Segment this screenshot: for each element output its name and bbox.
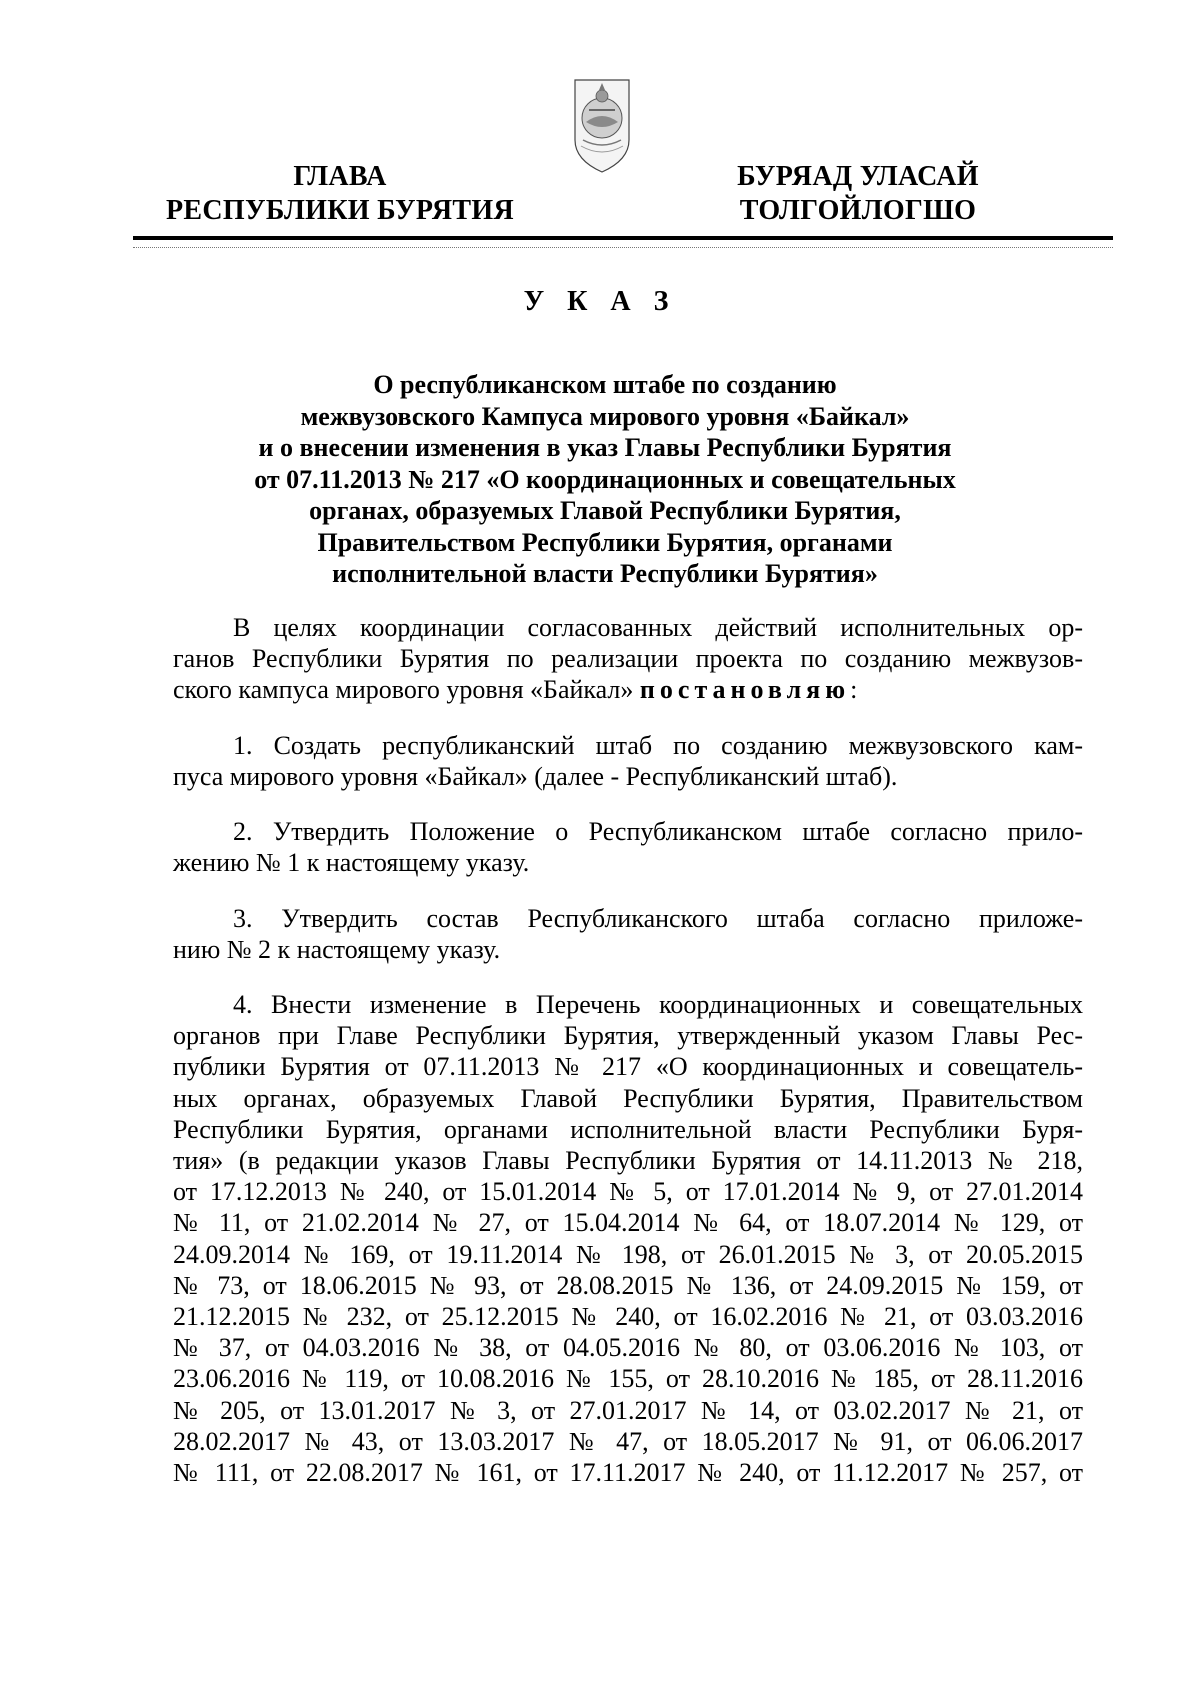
item-line: нию № 2 к настоящему указу. bbox=[173, 935, 501, 965]
title-line: от 07.11.2013 № 217 «О координационных и совещательных bbox=[254, 464, 956, 494]
header-right-line2: ТОЛГОЙЛОГШО bbox=[739, 195, 977, 226]
item-line: 2. Утвердить Положение о Республиканском штабе согласно прило- bbox=[233, 817, 1083, 846]
item4-line: органов при Главе Республики Бурятия, утвержденный указом Главы Рес- bbox=[173, 1021, 1083, 1051]
preamble-line bbox=[173, 674, 1083, 705]
item-2-paragraph bbox=[173, 816, 1083, 878]
header-left-authority bbox=[160, 160, 520, 228]
item-1-paragraph bbox=[173, 730, 1083, 792]
item4-line: 28.02.2017 № 43, от 13.03.2017 № 47, от 18.05.2017 № 91, от 06.06.2017 bbox=[173, 1426, 1083, 1456]
item4-line: 21.12.2015 № 232, от 25.12.2015 № 240, от 16.02.2016 № 21, от 03.03.2016 bbox=[173, 1302, 1083, 1332]
title-line: органах, образуемых Главой Республики Бурятия, bbox=[309, 496, 901, 525]
title-line: межвузовского Кампуса мирового уровня «Байкал» bbox=[300, 401, 910, 431]
item4-line: публики Бурятия от 07.11.2013 № 217 «О координационных и совещатель- bbox=[173, 1052, 1083, 1082]
item4-line: № 73, от 18.06.2015 № 93, от 28.08.2015 № 136, от 24.09.2015 № 159, от bbox=[173, 1270, 1083, 1300]
title-line: О республиканском штабе по созданию bbox=[373, 370, 837, 399]
item4-line: № 205, от 13.01.2017 № 3, от 27.01.2017 № 14, от 03.02.2017 № 21, от bbox=[173, 1395, 1083, 1425]
title-line: и о внесении изменения в указ Главы Республики Бурятия bbox=[258, 433, 952, 462]
title-line: Правительством Республики Бурятия, органами bbox=[317, 527, 893, 557]
item-3-paragraph bbox=[173, 903, 1083, 965]
document-type: У К А З bbox=[523, 286, 677, 317]
header-right-line1: БУРЯАД УЛАСАЙ bbox=[737, 161, 979, 192]
preamble-line: В целях координации согласованных действий исполнительных ор- bbox=[233, 613, 1083, 642]
header-left-line1: ГЛАВА bbox=[293, 161, 387, 192]
item4-line: Республики Бурятия, органами исполнительной власти Республики Буря- bbox=[173, 1114, 1083, 1144]
document-title bbox=[150, 369, 1060, 590]
item4-line: 4. Внести изменение в Перечень координационных и совещательных bbox=[233, 990, 1083, 1019]
header-right-authority bbox=[708, 160, 1008, 228]
title-line: исполнительной власти Республики Бурятия» bbox=[332, 559, 878, 588]
item-line: жению № 1 к настоящему указу. bbox=[173, 848, 530, 878]
preamble-colon: : bbox=[850, 675, 858, 705]
item4-line: ных органах, образуемых Главой Республики Бурятия, Правительством bbox=[173, 1083, 1083, 1113]
preamble-line: ганов Республики Бурятия по реализации проекта по созданию межвузов- bbox=[173, 644, 1083, 674]
item-line: 3. Утвердить состав Республиканского штаба согласно приложе- bbox=[233, 904, 1083, 933]
header-divider-thick bbox=[133, 236, 1113, 240]
decree-word: постановляю bbox=[639, 675, 851, 705]
item-line: пуса мирового уровня «Байкал» (далее - Республиканский штаб). bbox=[173, 762, 898, 792]
preamble-paragraph bbox=[173, 612, 1083, 706]
item-4-paragraph bbox=[173, 989, 1083, 1488]
item-line: 1. Создать республиканский штаб по созданию межвузовского кам- bbox=[233, 731, 1083, 760]
header-left-line2: РЕСПУБЛИКИ БУРЯТИЯ bbox=[166, 195, 514, 226]
item4-line: от 17.12.2013 № 240, от 15.01.2014 № 5, от 17.01.2014 № 9, от 27.01.2014 bbox=[173, 1177, 1083, 1207]
preamble-line3-text: ского кампуса мирового уровня «Байкал» bbox=[173, 675, 640, 705]
item4-line: 24.09.2014 № 169, от 19.11.2014 № 198, от 26.01.2015 № 3, от 20.05.2015 bbox=[173, 1239, 1083, 1269]
item4-line: № 111, от 22.08.2017 № 161, от 17.11.2017 № 240, от 11.12.2017 № 257, от bbox=[173, 1458, 1083, 1488]
header-divider-thin bbox=[133, 247, 1113, 248]
item4-line: № 37, от 04.03.2016 № 38, от 04.05.2016 № 80, от 03.06.2016 № 103, от bbox=[173, 1333, 1083, 1363]
item4-line: 23.06.2016 № 119, от 10.08.2016 № 155, от 28.10.2016 № 185, от 28.11.2016 bbox=[173, 1364, 1083, 1394]
item4-line: тия» (в редакции указов Главы Республики Бурятия от 14.11.2013 № 218, bbox=[173, 1146, 1083, 1176]
coat-of-arms-emblem bbox=[571, 52, 633, 176]
item4-line: № 11, от 21.02.2014 № 27, от 15.04.2014 № 64, от 18.07.2014 № 129, от bbox=[173, 1208, 1083, 1238]
